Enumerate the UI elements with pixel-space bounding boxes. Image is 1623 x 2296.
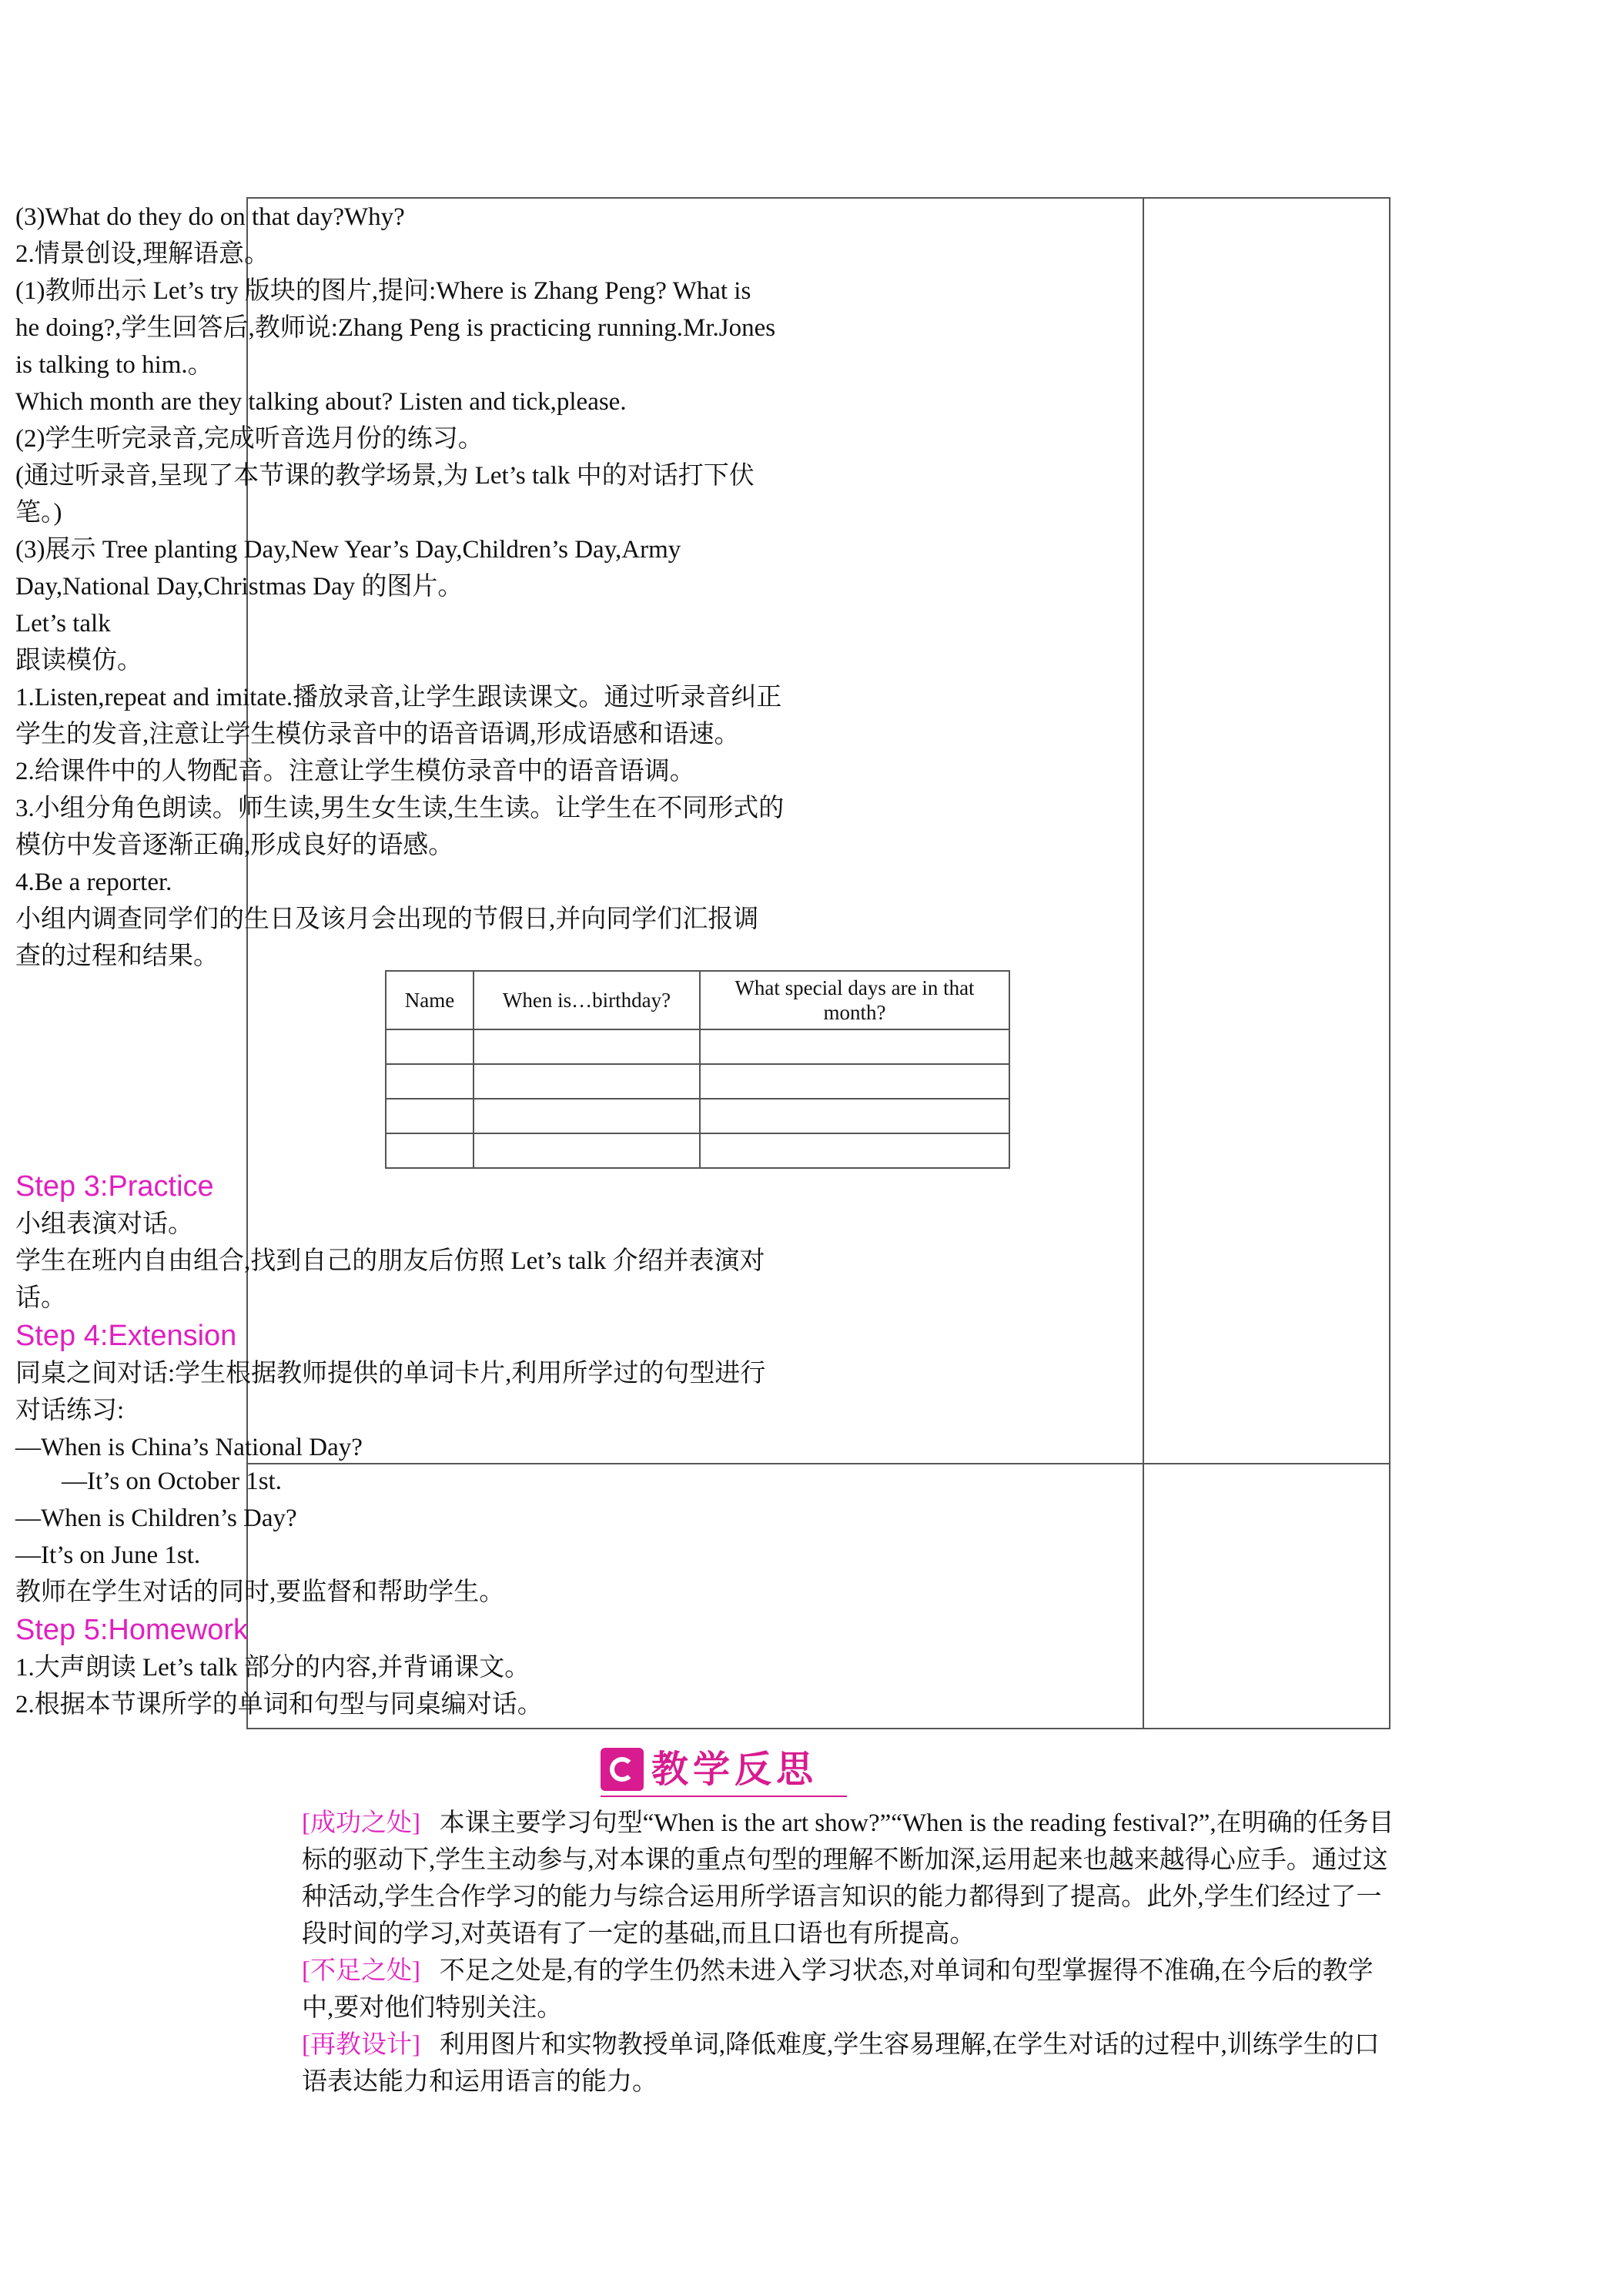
lesson-bottom-line: 教师在学生对话的同时,要监督和帮助学生。 <box>15 1578 505 1606</box>
redesign-tag: [再教设计] <box>302 2031 420 2059</box>
lesson-line: 学生的发音,注意让学生模仿录音中的语音语调,形成语感和语速。 <box>15 721 740 748</box>
step5-line: 2.根据本节课所学的单词和句型与同桌编对话。 <box>15 1691 543 1719</box>
lesson-line: (3)What do they do on that day?Why? <box>15 203 405 231</box>
survey-row <box>386 1029 1009 1064</box>
column-divider <box>1143 199 1144 1728</box>
reflection-shortcoming <box>248 1953 1395 2027</box>
lesson-line: 笔。) <box>15 499 62 527</box>
lesson-line: 2.情景创设,理解语意。 <box>15 240 269 268</box>
lesson-line: 2.给课件中的人物配音。注意让学生模仿录音中的语音语调。 <box>15 758 695 785</box>
step4-line: 对话练习: <box>15 1397 125 1424</box>
step4-line: —When is China’s National Day? <box>15 1434 363 1461</box>
lesson-cell-steps <box>15 1167 1139 1466</box>
reflection-redesign <box>248 2027 1395 2100</box>
lesson-lines-top <box>15 199 1139 975</box>
lesson-line: 3.小组分角色朗读。师生读,男生女生读,生生读。让学生在不同形式的 <box>15 795 785 822</box>
step3-line: 学生在班内自由组合,找到自己的朋友后仿照 Let’s talk 介绍并表演对 <box>15 1247 765 1275</box>
lesson-line: is talking to him.。 <box>15 351 213 379</box>
lesson-bottom-line: —When is Children’s Day? <box>15 1504 297 1532</box>
reflection-underline <box>601 1796 847 1797</box>
lesson-line: (2)学生听完录音,完成听音选月份的练习。 <box>15 425 484 453</box>
lesson-line: (通过听录音,呈现了本节课的教学场景,为 Let’s talk 中的对话打下伏 <box>15 462 755 490</box>
lesson-line: Day,National Day,Christmas Day 的图片。 <box>15 573 463 601</box>
survey-row <box>386 1064 1009 1099</box>
survey-header-birthday: When is…birthday? <box>474 971 700 1029</box>
success-text: 本课主要学习句型“When is the art show?”“When is the reading festival?”,在明确的任务目标的驱动下,学生主动参与,对本课的重点句型的理解不断加深,运用起来也越来越得心应手。通过这种活动,学生合作学习的能力与综合运用所学语言知识的能力都得到了提高。此外,学生们经过了一段时间的学习,对英语有了一定的基础,而且口语也有所提高。 <box>302 1809 1394 1948</box>
lesson-line: (3)展示 Tree planting Day,New Year’s Day,Children’s Day,Army <box>15 536 681 564</box>
lesson-line: 跟读模仿。 <box>15 647 142 674</box>
survey-header-name: Name <box>386 971 474 1029</box>
lesson-cell-bottom <box>15 1463 1139 1723</box>
survey-table <box>385 970 1010 1169</box>
step4-heading: Step 4:Extension <box>15 1320 237 1352</box>
lesson-line: 模仿中发音逐渐正确,形成良好的语感。 <box>15 832 454 859</box>
lesson-line: 查的过程和结果。 <box>15 942 219 970</box>
step4-lines <box>15 1355 1139 1466</box>
survey-header-special-days: What special days are in that month? <box>700 971 1009 1029</box>
lesson-lines-bottom <box>15 1463 1139 1611</box>
step5-heading: Step 5:Homework <box>15 1614 249 1646</box>
lesson-bottom-line: —It’s on June 1st. <box>15 1541 201 1569</box>
lesson-line: 小组内调查同学们的生日及该月会出现的节假日,并向同学们汇报调 <box>15 905 759 933</box>
lesson-line: 4.Be a reporter. <box>15 869 172 896</box>
reflection-body <box>248 1805 1395 2100</box>
lesson-cell-top <box>15 199 1139 975</box>
reflection-success <box>248 1805 1395 1953</box>
step5-line: 1.大声朗读 Let’s talk 部分的内容,并背诵课文。 <box>15 1654 530 1682</box>
step5-lines <box>15 1649 1139 1723</box>
lesson-line: 1.Listen,repeat and imitate.播放录音,让学生跟读课文。通过听录音纠正 <box>15 684 782 711</box>
success-tag: [成功之处] <box>302 1809 420 1837</box>
reflection-heading <box>601 1743 847 1799</box>
lesson-line: Let’s talk <box>15 610 111 638</box>
reflection-title: 教学反思 <box>651 1748 818 1791</box>
reflection-logo-icon <box>601 1748 644 1791</box>
lesson-line: he doing?,学生回答后,教师说:Zhang Peng is practicing running.Mr.Jones <box>15 314 776 342</box>
step4-line: 同桌之间对话:学生根据教师提供的单词卡片,利用所学过的句型进行 <box>15 1360 766 1387</box>
step3-line: 小组表演对话。 <box>15 1210 193 1238</box>
lesson-bottom-line: —It’s on October 1st. <box>62 1468 282 1495</box>
lesson-line: Which month are they talking about? Listen and tick,please. <box>15 388 627 416</box>
step3-line: 话。 <box>15 1284 66 1312</box>
shortcoming-tag: [不足之处] <box>302 1957 420 1985</box>
survey-row <box>386 1099 1009 1133</box>
step3-lines <box>15 1206 1139 1317</box>
lesson-line: (1)教师出示 Let’s try 版块的图片,提问:Where is Zhang Peng? What is <box>15 277 751 305</box>
survey-header-row <box>386 971 1009 1029</box>
survey-row <box>386 1133 1009 1168</box>
redesign-text: 利用图片和实物教授单词,降低难度,学生容易理解,在学生对话的过程中,训练学生的口语表达能力和运用语言的能力。 <box>302 2031 1380 2096</box>
shortcoming-text: 不足之处是,有的学生仍然未进入学习状态,对单词和句型掌握得不准确,在今后的教学中,要对他们特别关注。 <box>302 1957 1374 2022</box>
step3-heading: Step 3:Practice <box>15 1170 214 1203</box>
